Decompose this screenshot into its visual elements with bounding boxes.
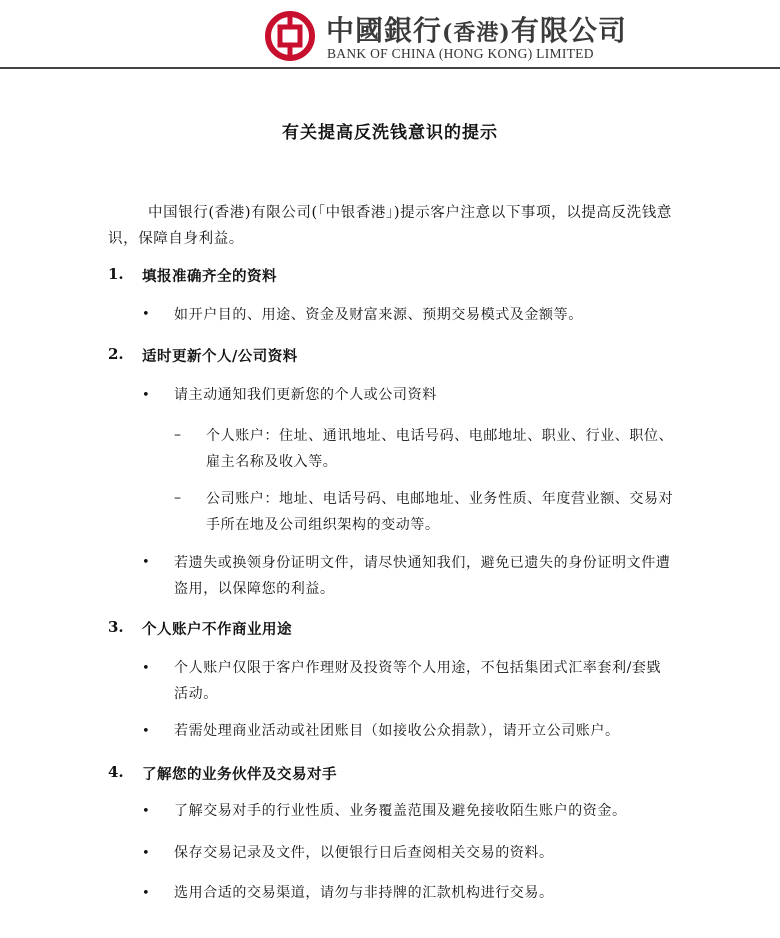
intro-paragraph: 中国银行(香港)有限公司(「中银香港」)提示客户注意以下事项，以提高反洗钱意识，保障自身利益。 — [108, 205, 672, 247]
bullet-icon: • — [142, 886, 150, 901]
bullet-text: 若需处理商业活动或社团账目（如接收公众捐款），请开立公司账户。 — [174, 723, 620, 739]
section-title: 了解您的业务伙伴及交易对手 — [142, 766, 337, 783]
section-title: 个人账户不作商业用途 — [142, 621, 292, 638]
sub-item-text: 个人账户：住址、通讯地址、电话号码、电邮地址、职业、行业、职位、雇主名称及收入等。 — [206, 428, 674, 470]
section-number: 2. — [108, 345, 124, 363]
bank-name-english: BANK OF CHINA (HONG KONG) LIMITED — [327, 46, 594, 61]
bullet-text: 若遗失或换领身份证明文件，请尽快通知我们，避免已遗失的身份证明文件遭盗用，以保障您的利益。 — [174, 555, 671, 597]
bullet-text: 个人账户仅限于客户作理财及投资等个人用途，不包括集团式汇率套利/套戥活动。 — [174, 660, 662, 702]
section-number: 3. — [108, 618, 124, 636]
dash-icon: – — [174, 427, 181, 443]
bullet-icon: • — [142, 804, 150, 819]
sub-item-text: 公司账户：地址、电话号码、电邮地址、业务性质、年度营业额、交易对手所在地及公司组织架构的变动等。 — [206, 491, 674, 533]
bullet-icon: • — [142, 388, 150, 403]
document-title: 有关提高反洗钱意识的提示 — [282, 123, 498, 143]
section-title: 填报准确齐全的资料 — [142, 268, 277, 285]
letterhead — [0, 0, 780, 68]
bank-name-chinese: 中國銀行(香港)有限公司 — [326, 14, 627, 47]
bullet-text: 请主动通知我们更新您的个人或公司资料 — [174, 387, 437, 403]
section-number: 4. — [108, 763, 124, 781]
boc-logo-icon — [265, 11, 315, 61]
dash-icon: – — [174, 490, 181, 506]
bullet-text: 保存交易记录及文件，以便银行日后查阅相关交易的资料。 — [174, 845, 554, 861]
bullet-icon: • — [142, 661, 150, 676]
bullet-icon: • — [142, 307, 150, 322]
header-divider — [0, 67, 780, 69]
bullet-text: 如开户目的、用途、资金及财富来源、预期交易模式及金额等。 — [174, 307, 583, 323]
bullet-icon: • — [142, 846, 150, 861]
bullet-text: 选用合适的交易渠道，请勿与非持牌的汇款机构进行交易。 — [174, 885, 554, 901]
bullet-icon: • — [142, 555, 150, 570]
section-number: 1. — [108, 265, 124, 283]
bullet-icon: • — [142, 724, 150, 739]
section-title: 适时更新个人/公司资料 — [142, 348, 298, 365]
bullet-text: 了解交易对手的行业性质、业务覆盖范围及避免接收陌生账户的资金。 — [174, 803, 627, 819]
